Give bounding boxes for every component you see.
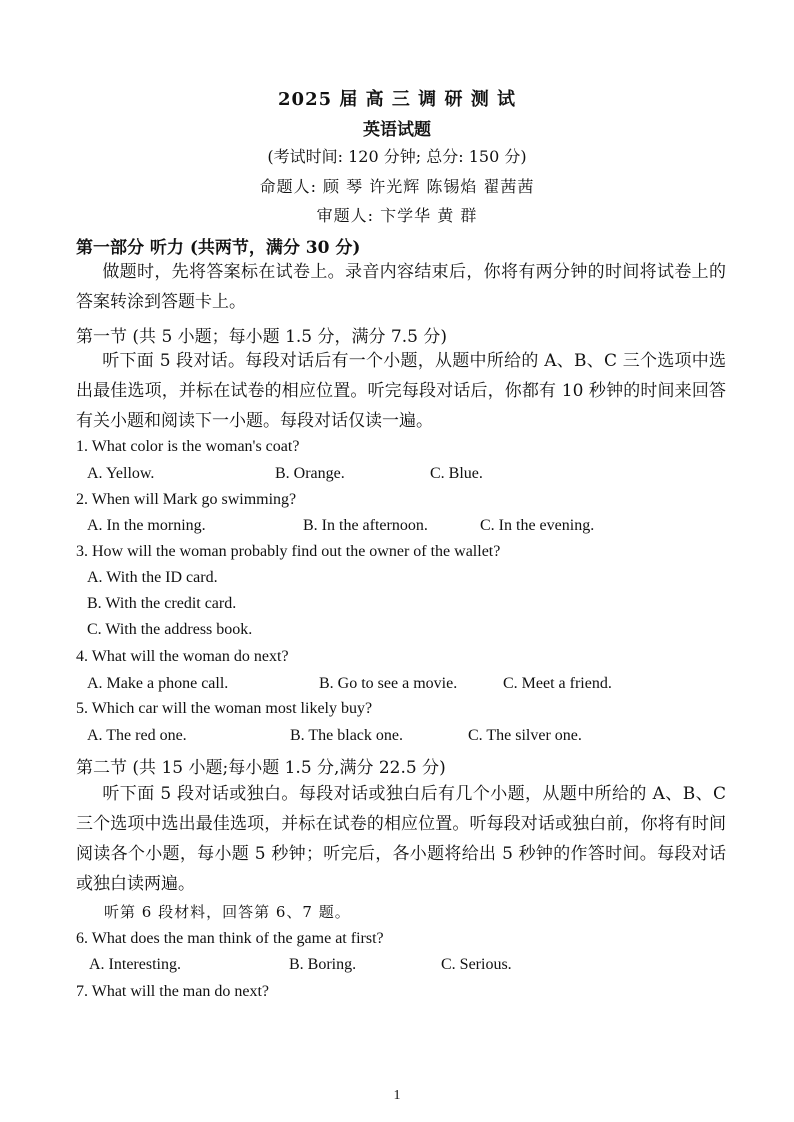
section2-instructions (76, 779, 726, 899)
question-3-option-b: B. With the credit card. (87, 595, 237, 612)
question-4-option-b: B. Go to see a movie. (319, 675, 458, 692)
question-5-option-b: B. The black one. (290, 727, 404, 744)
question-4-stem: 4. What will the woman do next? (76, 648, 289, 665)
question-7-stem: 7. What will the man do next? (76, 983, 269, 1000)
question-2-option-a: A. In the morning. (87, 517, 206, 534)
authors-line: 命题人: 顾 琴 许光辉 陈锡焰 翟茜茜 (259, 177, 535, 196)
question-2-option-b: B. In the afternoon. (303, 517, 428, 534)
question-1-stem: 1. What color is the woman's coat? (76, 438, 300, 455)
section2-heading: 第二节 (共 15 小题;每小题 1.5 分,满分 22.5 分) (76, 758, 446, 778)
question-6-option-a: A. Interesting. (89, 956, 181, 973)
material-6-instruction: 听第 6 段材料，回答第 6、7 题。 (104, 903, 351, 921)
question-3-stem: 3. How will the woman probably find out the owner of the wallet? (76, 543, 501, 560)
part1-heading: 第一部分 听力 (共两节，满分 30 分) (76, 238, 361, 258)
page-number: 1 (393, 1088, 401, 1103)
section1-instructions (76, 346, 726, 436)
question-4-option-c: C. Meet a friend. (503, 675, 612, 692)
question-5-option-a: A. The red one. (87, 727, 187, 744)
question-6-stem: 6. What does the man think of the game at first? (76, 930, 384, 947)
question-3-option-c: C. With the address book. (87, 621, 253, 638)
question-1-option-b: B. Orange. (275, 465, 345, 482)
exam-info: (考试时间: 120 分钟; 总分: 150 分) (267, 147, 527, 166)
exam-title: 2025 届 高 三 调 研 测 试 (278, 89, 516, 110)
question-5-option-c: C. The silver one. (468, 727, 582, 744)
subject-title: 英语试题 (363, 120, 431, 140)
question-2-option-c: C. In the evening. (480, 517, 595, 534)
question-6-option-c: C. Serious. (441, 956, 512, 973)
question-6-option-b: B. Boring. (289, 956, 357, 973)
question-1-option-a: A. Yellow. (87, 465, 155, 482)
section1-heading: 第一节 (共 5 小题；每小题 1.5 分，满分 7.5 分) (76, 327, 447, 347)
part1-instructions-text: 做题时，先将答案标在试卷上。录音内容结束后，你将有两分钟的时间将试卷上的答案转涂到答题卡上。 (76, 262, 726, 312)
question-1-option-c: C. Blue. (430, 465, 483, 482)
part1-instructions (76, 257, 726, 317)
question-5-stem: 5. Which car will the woman most likely buy? (76, 700, 373, 717)
section2-instructions-text: 听下面 5 段对话或独白。每段对话或独白后有几个小题，从题中所给的 A、B、C 三个选项中选出最佳选项，并标在试卷的相应位置。听每段对话或独白前，你将有时间阅读各个小题，每小题 5 秒钟；听完后，各小题将给出 5 秒钟的作答时间。每段对话或独白读两遍。 (76, 784, 726, 894)
reviewers-line: 审题人: 卞学华 黄 群 (316, 206, 478, 225)
section1-instructions-text: 听下面 5 段对话。每段对话后有一个小题，从题中所给的 A、B、C 三个选项中选出最佳选项，并标在试卷的相应位置。听完每段对话后，你都有 10 秒钟的时间来回答有关小题和阅读下一小题。每段对话仅读一遍。 (76, 351, 726, 431)
question-3-option-a: A. With the ID card. (87, 569, 218, 586)
question-2-stem: 2. When will Mark go swimming? (76, 491, 297, 508)
question-4-option-a: A. Make a phone call. (87, 675, 229, 692)
